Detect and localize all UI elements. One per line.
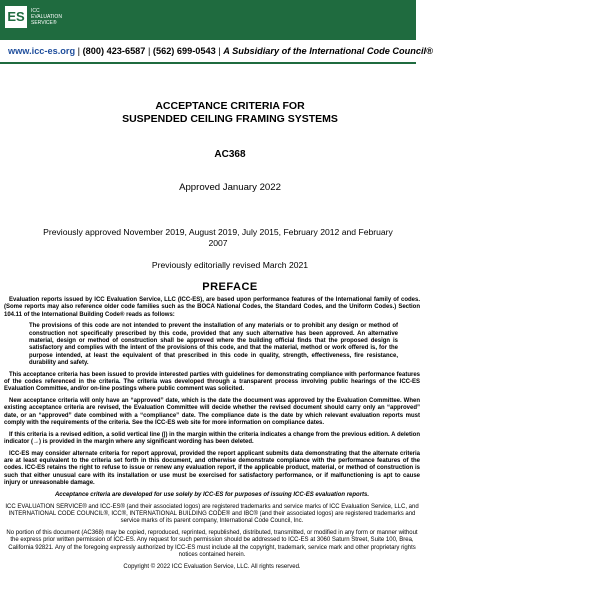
document-code: AC368 bbox=[214, 149, 246, 160]
paragraph-7: Acceptance criteria are developed for use solely by ICC-ES for purposes of issuing ICC-ES evaluation reports. bbox=[54, 491, 370, 498]
paragraph-5: If this criteria is a revised edition, a solid vertical line (|) in the margin within the criteria indicates a change from the previous edition. A deletion indicator (→) is provided in the margin where any significant wording has been deleted. bbox=[4, 431, 420, 446]
paragraph-4: New acceptance criteria will only have an “approved” date, which is the date the document was approved by the Evaluation Committee. When existing acceptance criteria are revised, the Evaluation Committee will decide whether the revised document should carry only an “approved” date, or an “approved” date combined with a “compliance” date. The compliance date is the date by which relevant evaluation reports must comply with the requirements of the criteria. See the ICC-ES web site for more information on compliance dates. bbox=[4, 398, 420, 426]
title-line-2: SUSPENDED CEILING FRAMING SYSTEMS bbox=[122, 113, 338, 125]
title-line-1: ACCEPTANCE CRITERIA FOR bbox=[155, 100, 305, 112]
document-title bbox=[0, 100, 460, 126]
logo-line: SERVICE® bbox=[31, 20, 57, 26]
permission-notice: No portion of this document (AC368) may be copied, reproduced, reprinted, republished, distributed, transmitted, or modified in any form or manner without the express prior written permission of ICC-ES. Any request for such permission should be addressed to ICC-ES at 3060 Saturn Street, Suite 100, Brea, California 92821. Any of the foregoing expressly authorized by ICC-ES must include all the copyright, trademark, service mark and other proprietary rights notices contained herein. bbox=[6, 530, 418, 558]
phone-number-2: (562) 699-0543 bbox=[152, 46, 216, 56]
paragraph-6: ICC-ES may consider alternate criteria for report approval, provided the report applicant submits data demonstrating that the alternate criteria are at least equivalent to the criteria set forth in this document, and otherwise demonstrate compliance with the performance features of the codes. ICC-ES retains the right to refuse to issue or renew any evaluation report, if the applicable product, material, or method of construction is such that either unusual care with its installation or use must be exercised for satisfactory performance, or if malfunctioning is apt to cause injury or unreasonable damage. bbox=[4, 450, 420, 487]
logo-text bbox=[31, 8, 62, 26]
paragraph-ibc-quote: The provisions of this code are not intended to prevent the installation of any materials or to prohibit any design or method of construction not specifically prescribed by this code, provided that any such alternative has been approved. An alternative material, design or method of construction shall be approved where the building official finds that the proposed design is satisfactory and complies with the intent of the provisions of this code, and that the material, method or work offered is, for the purpose intended, at least the equivalent of that prescribed in this code in quality, strength, effectiveness, fire resistance, durability and safety. bbox=[29, 323, 398, 366]
separator: | bbox=[147, 46, 151, 56]
trademark-notice: ICC EVALUATION SERVICE® and ICC-ES® (and their associated logos) are registered trademarks and service marks of ICC Evaluation Service, LLC, and INTERNATIONAL CODE COUNCIL®, ICC®, INTERNATIONAL BUILDING CODE® and IBC® (and their associated logos) are registered trademarks and service marks of its parent company, International Code Council, Inc. bbox=[5, 503, 419, 525]
preface-heading: PREFACE bbox=[202, 281, 258, 293]
previously-approved: Previously approved November 2019, August 2019, July 2015, February 2012 and February 2007 bbox=[43, 227, 393, 248]
approved-date: Approved January 2022 bbox=[179, 182, 281, 193]
icc-es-logo: ES bbox=[5, 6, 27, 28]
preface-body bbox=[4, 297, 420, 576]
logo-line: EVALUATION bbox=[31, 14, 62, 20]
paragraph-3: This acceptance criteria has been issued to provide interested parties with guidelines for demonstrating compliance with performance features of the codes referenced in the criteria. The criteria was developed through a transparent process involving public hearings of the ICC-ES Evaluation Committee, and/or on-line postings where public comment was solicited. bbox=[4, 371, 420, 393]
previously-revised: Previously editorially revised March 2021 bbox=[151, 260, 309, 270]
header-rule bbox=[0, 62, 416, 64]
contact-line bbox=[8, 46, 433, 56]
separator: | bbox=[77, 46, 81, 56]
separator: | bbox=[218, 46, 221, 56]
logo-line: ICC bbox=[31, 8, 40, 14]
header-band bbox=[0, 0, 416, 40]
phone-number-1: (800) 423-6587 bbox=[82, 46, 146, 56]
copyright-notice: Copyright © 2022 ICC Evaluation Service, LLC. All rights reserved. bbox=[123, 563, 301, 570]
subsidiary-text: A Subsidiary of the International Code Council® bbox=[223, 46, 433, 56]
website-link[interactable]: www.icc-es.org bbox=[8, 46, 76, 56]
paragraph-1: Evaluation reports issued by ICC Evaluation Service, LLC (ICC-ES), are based upon performance features of the International family of codes. (Some reports may also reference older code families such as the BOCA National Codes, the Standard Codes, and the Uniform Codes.) Section 104.11 of the International Building Code® reads as follows: bbox=[4, 297, 420, 318]
